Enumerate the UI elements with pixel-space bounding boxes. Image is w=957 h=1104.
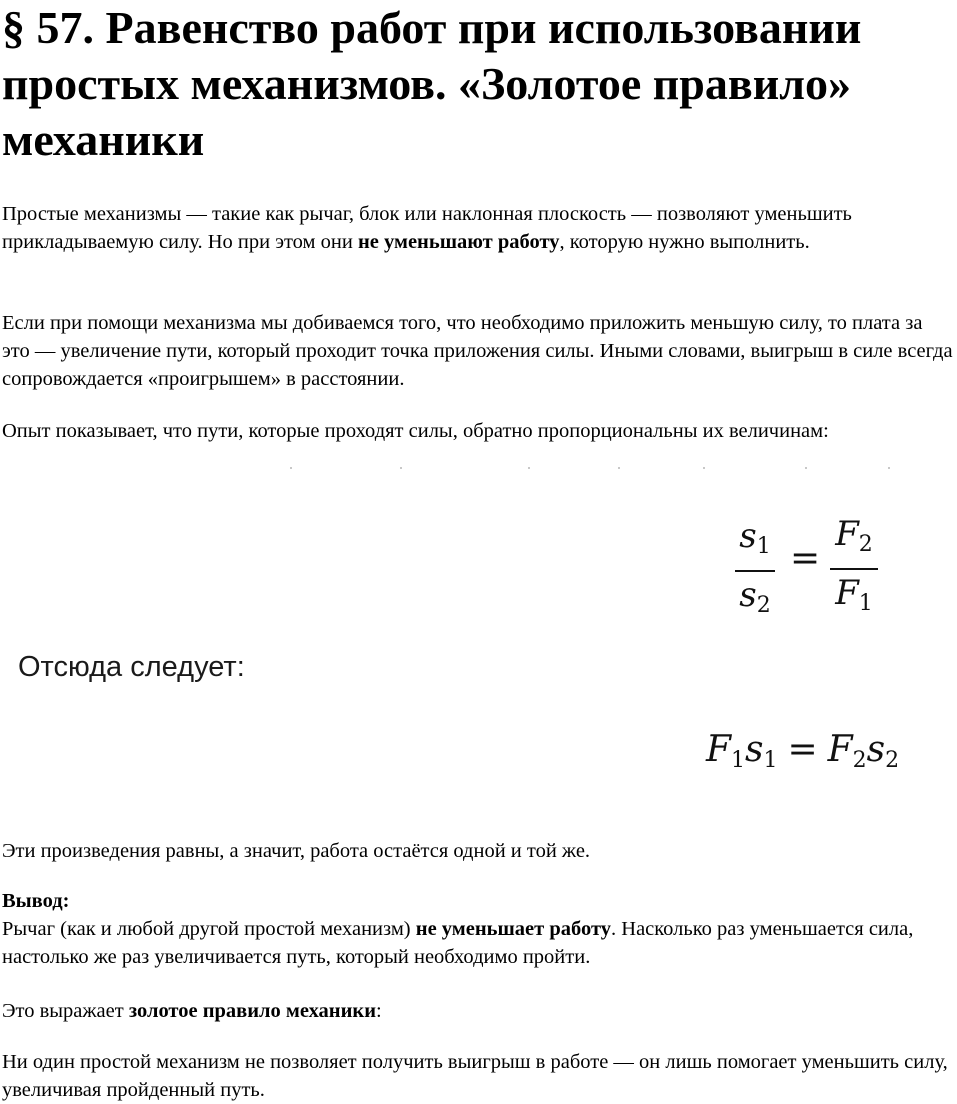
paragraph-products-equal: Эти произведения равны, а значит, работа остаётся одной и той же. [2, 840, 591, 862]
scan-artifact-dots [285, 467, 895, 471]
conclusion-emphasis: не уменьшает работу [415, 918, 612, 940]
fraction-paths-denominator: $s_2$ [739, 575, 771, 618]
paragraph-force-path: Если при помощи механизма мы добиваемся того, что необходимо приложить меньшую силу, то плата за это — увеличение пути, который проходит точка приложения силы. Иными словами, выигрыш в силе всегда сопровождается «проигрышем» в расстоянии. [2, 312, 953, 390]
paragraph-intro-tail: , которую нужно выполнить. [559, 231, 810, 253]
equals-sign: = [787, 729, 818, 770]
fraction-forces [830, 514, 878, 624]
formula-product: $F_1s_1 = F_2s_2$ [706, 729, 900, 773]
fraction-paths [735, 516, 775, 626]
paragraph-experiment: Опыт показывает, что пути, которые проходят силы, обратно пропорциональны их величинам: [2, 420, 829, 442]
formula-ratio [735, 508, 885, 618]
paragraph-golden-rule-intro [2, 997, 954, 1025]
conclusion-heading: Вывод: [2, 890, 70, 912]
golden-rule-colon: : [376, 1000, 382, 1022]
paragraph-intro [2, 200, 954, 256]
paragraph-intro-emphasis: не уменьшают работу [357, 231, 560, 253]
fraction-forces-numerator: $F_2$ [835, 514, 873, 557]
paragraph-intro-text: Простые механизмы — такие как рычаг, блок или наклонная плоскость — позволяют уменьшить прикладываемую силу. Но при этом они [2, 203, 852, 253]
fraction-bar [735, 570, 775, 572]
fraction-paths-numerator: $s_1$ [739, 516, 771, 559]
paragraph-conclusion [2, 887, 954, 971]
fraction-forces-denominator: $F_1$ [835, 573, 873, 616]
paragraph-golden-rule-statement: Ни один простой механизм не позволяет получить выигрыш в работе — он лишь помогает уменьшить силу, увеличивая пройденный путь. [2, 1051, 948, 1101]
conclusion-tail: . Насколько раз уменьшается сила, настолько же раз увеличивается путь, который необходимо пройти. [2, 918, 914, 968]
page-title: § 57. Равенство работ при использовании простых механизмов. «Золотое правило» механики [2, 2, 862, 165]
conclusion-text: Рычаг (как и любой другой простой механизм) [2, 918, 416, 940]
golden-rule-text: Это выражает [2, 1000, 129, 1022]
equals-sign: = [790, 538, 821, 579]
golden-rule-emphasis: золотое правило механики [128, 1000, 377, 1022]
fraction-bar [830, 568, 878, 570]
hence-label: Отсюда следует: [18, 651, 245, 683]
